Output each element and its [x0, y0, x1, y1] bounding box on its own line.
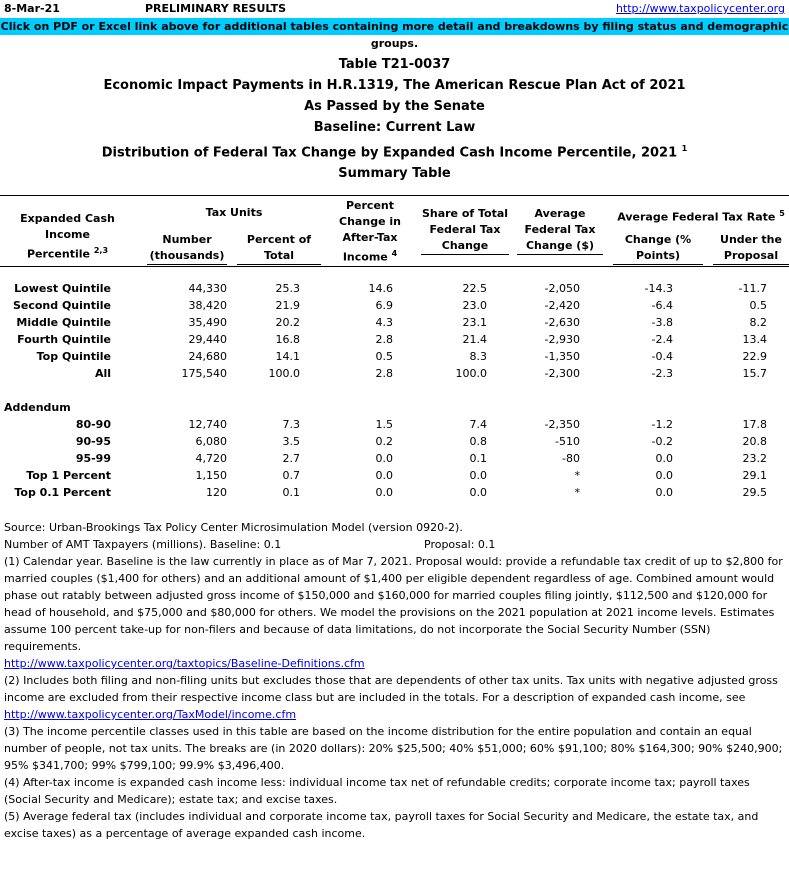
row-value: 7.4 — [469, 418, 487, 431]
table-row — [0, 332, 789, 349]
header-percent-change-l1: Percent — [345, 199, 395, 212]
header-number-l1: Number — [162, 233, 212, 246]
row-value: 29.5 — [742, 486, 767, 499]
amt-note — [4, 536, 787, 553]
row-value: -2,300 — [544, 367, 580, 380]
table-row — [0, 451, 789, 468]
row-value: 23.1 — [462, 316, 487, 329]
row-value: 23.2 — [742, 452, 767, 465]
tpc-link[interactable]: http://www.taxpolicycenter.org — [615, 2, 785, 15]
row-label: Top 1 Percent — [26, 469, 111, 482]
row-label: Lowest Quintile — [14, 282, 111, 295]
row-value: 24,680 — [188, 350, 227, 363]
row-value: 12,740 — [188, 418, 227, 431]
row-value: -3.8 — [651, 316, 673, 329]
table-row — [0, 349, 789, 366]
footnote-ref: 1 — [681, 144, 688, 153]
row-value: 2.8 — [375, 367, 393, 380]
status-label: PRELIMINARY RESULTS — [145, 2, 287, 15]
row-value: -11.7 — [738, 282, 767, 295]
row-label: 95-99 — [75, 452, 111, 465]
footnote-ref: 2,3 — [93, 246, 109, 255]
row-value: 21.4 — [462, 333, 487, 346]
source-note: Source: Urban-Brookings Tax Policy Center Microsimulation Model (version 0920-2). — [4, 521, 463, 534]
header-percent-change-l3: After-Tax — [342, 231, 398, 244]
row-label: Top 0.1 Percent — [14, 486, 111, 499]
footnote-3: (3) The income percentile classes used in this table are based on the income distribution for the entire population and contain an equal number of people, not tax units. The breaks are (in 2020 dollars): 20% $25,500; 40% $51,000; 60% $91,100; 80% $164,300; 90% $240,900; 95% $341,700; 99% $799,100; 99.9% $3,496,400. — [4, 725, 783, 772]
header-number-l2: (thousands) — [149, 249, 225, 262]
header-percent-change-l4 — [330, 246, 410, 266]
row-value: 8.2 — [749, 316, 767, 329]
header-under-proposal — [713, 232, 789, 265]
row-value: 14.1 — [275, 350, 300, 363]
row-value: 20.2 — [275, 316, 300, 329]
header-rate-change-l2: Points) — [635, 249, 681, 262]
row-value: -2,350 — [544, 418, 580, 431]
header-share-l3: Change — [441, 239, 489, 252]
footnote-1: (1) Calendar year. Baseline is the law currently in place as of Mar 7, 2021. Proposal would: provide a refundable tax credit of up to $2,800 for married couples ($1,400 for others) and an additional amount of $1,400 per eligible dependent regardless of age. Combined amount would phase out ratably between adjusted gross income of $150,000 and $160,000 for married couples filing jointly, $112,500 and $120,000 for head of household, and $75,000 and $80,000 for others. We model the provisions on the 2021 population at 2021 income levels. Estimates assume 100 percent take-up for non-filers and because of data limitations, do not incorporate the Social Security Number (SSN) requirements. — [4, 555, 783, 653]
row-value: 2.7 — [282, 452, 300, 465]
row-value: 38,420 — [188, 299, 227, 312]
row-value: 25.3 — [275, 282, 300, 295]
row-value: 0.2 — [375, 435, 393, 448]
distribution-title — [0, 138, 789, 163]
row-label: 90-95 — [75, 435, 111, 448]
header-percent-total — [237, 232, 321, 265]
table-row — [0, 485, 789, 502]
row-value: 6,080 — [195, 435, 227, 448]
row-value: 0.0 — [469, 469, 487, 482]
row-value: 6.9 — [375, 299, 393, 312]
table-titles — [0, 54, 789, 184]
header-percent-total-l1: Percent of — [246, 233, 312, 246]
row-value: -1.2 — [651, 418, 673, 431]
footnote-5: (5) Average federal tax (includes individual and corporate income tax, payroll taxes for Social Security and Medicare, the estate tax, and excise taxes) as a percentage of average expanded cash income. — [4, 810, 759, 840]
table-header — [0, 195, 789, 267]
row-value: 0.0 — [655, 486, 673, 499]
header-share-l1: Share of Total — [421, 207, 509, 220]
summary-title: Summary Table — [338, 166, 451, 182]
income-definition-link[interactable]: http://www.taxpolicycenter.org/TaxModel/income.cfm — [4, 708, 297, 721]
row-value: -6.4 — [651, 299, 673, 312]
row-value: 7.3 — [282, 418, 300, 431]
row-value: 22.5 — [462, 282, 487, 295]
header-average-l3: Change ($) — [525, 239, 595, 252]
row-value: 0.0 — [655, 452, 673, 465]
row-value: 175,540 — [181, 367, 227, 380]
table-number: Table T21-0037 — [338, 57, 451, 72]
row-value: 0.1 — [469, 452, 487, 465]
footnotes — [4, 519, 787, 842]
row-value: 14.6 — [368, 282, 393, 295]
row-value: 4.3 — [375, 316, 393, 329]
header-tax-rate — [613, 206, 789, 226]
row-value: 13.4 — [742, 333, 767, 346]
header-percent-change-l2: Change in — [339, 215, 401, 228]
row-value: 0.1 — [282, 486, 300, 499]
row-value: -2.4 — [651, 333, 673, 346]
table-row — [0, 315, 789, 332]
row-value: 0.0 — [655, 469, 673, 482]
header-tax-rate-text: Average Federal Tax Rate — [617, 210, 776, 224]
row-value: 100.0 — [455, 367, 487, 380]
row-value: 15.7 — [742, 367, 767, 380]
table-row — [0, 417, 789, 434]
header-percentile-l1: Expanded Cash Income — [20, 212, 115, 241]
amt-baseline: Number of AMT Taxpayers (millions). Baseline: 0.1 — [4, 538, 282, 551]
amt-proposal: Proposal: 0.1 — [424, 538, 496, 551]
row-label: Middle Quintile — [16, 316, 111, 329]
row-value: 100.0 — [268, 367, 300, 380]
row-value: -14.3 — [644, 282, 673, 295]
row-value: 2.8 — [375, 333, 393, 346]
row-value: 0.0 — [469, 486, 487, 499]
row-label: Fourth Quintile — [17, 333, 111, 346]
table-row — [0, 281, 789, 298]
header-percent-total-l2: Total — [263, 249, 295, 262]
row-value: 0.0 — [375, 452, 393, 465]
row-value: -2,050 — [544, 282, 580, 295]
table-row — [0, 468, 789, 485]
row-value: 3.5 — [282, 435, 300, 448]
header-percent-change-text: Income — [342, 250, 388, 264]
table-title: Economic Impact Payments in H.R.1319, The American Rescue Plan Act of 2021 — [103, 78, 686, 93]
header-percentile-l2 — [0, 243, 135, 263]
table-row — [0, 366, 789, 383]
footnote-ref: 5 — [779, 209, 785, 218]
row-value: 20.8 — [742, 435, 767, 448]
row-label: Second Quintile — [12, 299, 111, 312]
header-average-l1: Average — [534, 207, 586, 220]
row-value: 16.8 — [275, 333, 300, 346]
row-value: 0.8 — [469, 435, 487, 448]
header-under-l1: Under the — [720, 233, 782, 246]
row-value: 44,330 — [188, 282, 227, 295]
row-value: 8.3 — [469, 350, 487, 363]
row-value: 29,440 — [188, 333, 227, 346]
header-percentile — [0, 211, 135, 263]
row-value: 0.5 — [375, 350, 393, 363]
baseline-definitions-link[interactable]: http://www.taxpolicycenter.org/taxtopics/Baseline-Definitions.cfm — [4, 657, 365, 670]
footnote-4: (4) After-tax income is expanded cash income less: individual income tax net of refundable credits; corporate income tax; payroll taxes (Social Security and Medicare); estate tax; and excise taxes. — [4, 776, 750, 806]
row-label: Top Quintile — [36, 350, 111, 363]
row-value: -0.4 — [651, 350, 673, 363]
row-value: 0.0 — [375, 486, 393, 499]
header-share — [421, 206, 509, 255]
header-average-change — [517, 206, 603, 255]
row-label: All — [94, 367, 111, 380]
row-label: Addendum — [4, 401, 71, 414]
header-rate-change — [613, 232, 703, 265]
row-value: -2.3 — [651, 367, 673, 380]
row-value: 29.1 — [742, 469, 767, 482]
footnote-ref: 4 — [391, 249, 398, 258]
row-value: -2,630 — [544, 316, 580, 329]
distribution-title-text: Distribution of Federal Tax Change by Expanded Cash Income Percentile, 2021 — [101, 145, 678, 161]
header-rate-change-l1: Change (% — [624, 233, 692, 246]
header-percent-change — [330, 198, 410, 267]
header-share-l2: Federal Tax — [429, 223, 501, 236]
row-value: -2,420 — [544, 299, 580, 312]
row-value: * — [574, 486, 580, 499]
footnote-2: (2) Includes both filing and non-filing units but excludes those that are dependents of other tax units. Tax units with negative adjusted gross income are excluded from their respective income class but are included in the totals. For a description of expanded cash income, see — [4, 674, 778, 704]
header-number — [147, 232, 227, 265]
table-subtitle: As Passed by the Senate — [304, 99, 485, 114]
table-row — [0, 298, 789, 315]
row-value: -0.2 — [651, 435, 673, 448]
header-under-l2: Proposal — [723, 249, 779, 262]
table-row — [0, 400, 789, 417]
row-value: * — [574, 469, 580, 482]
header-average-l2: Federal Tax — [524, 223, 596, 236]
row-value: 17.8 — [742, 418, 767, 431]
header-percentile-text: Percentile — [26, 247, 90, 261]
row-value: -2,930 — [544, 333, 580, 346]
row-value: 0.0 — [375, 469, 393, 482]
date-label: 8-Mar-21 — [4, 2, 60, 15]
row-value: 1.5 — [375, 418, 393, 431]
table-row — [0, 434, 789, 451]
row-value: 0.5 — [749, 299, 767, 312]
row-value: -510 — [555, 435, 580, 448]
row-value: 1,150 — [195, 469, 227, 482]
top-bar — [0, 0, 789, 18]
row-label: 80-90 — [75, 418, 111, 431]
row-value: 4,720 — [195, 452, 227, 465]
baseline-title: Baseline: Current Law — [313, 120, 476, 135]
row-value: -80 — [562, 452, 580, 465]
row-value: 22.9 — [742, 350, 767, 363]
info-banner: Click on PDF or Excel link above for additional tables containing more detail and breakdowns by filing status and demographic groups. — [0, 20, 789, 50]
header-tax-units: Tax Units — [205, 206, 263, 219]
row-value: 0.7 — [282, 469, 300, 482]
row-value: 120 — [206, 486, 227, 499]
row-value: -1,350 — [544, 350, 580, 363]
row-value: 35,490 — [188, 316, 227, 329]
row-value: 21.9 — [275, 299, 300, 312]
row-value: 23.0 — [462, 299, 487, 312]
